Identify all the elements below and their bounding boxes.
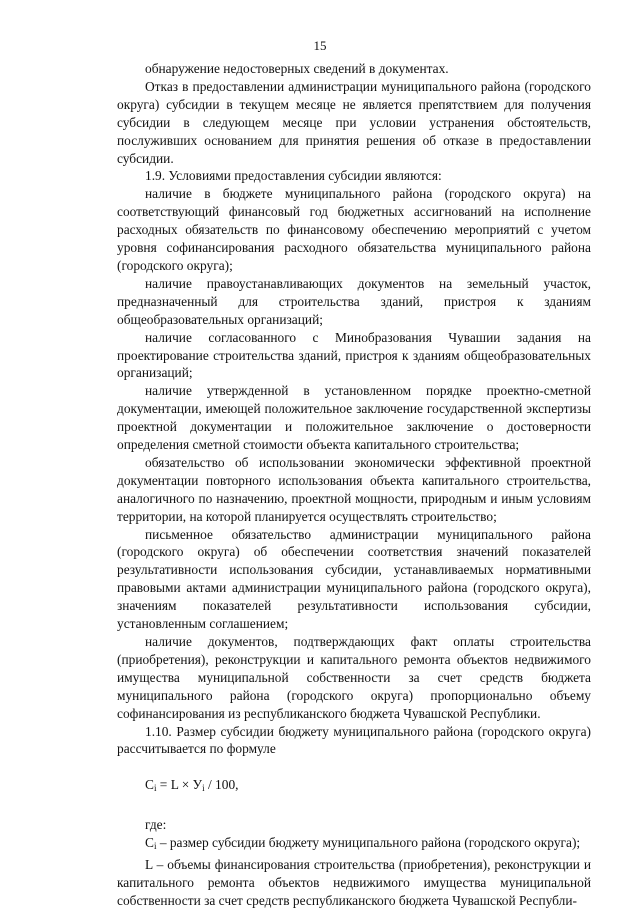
formula (117, 776, 591, 798)
formula-rhs-start: = L × У (156, 777, 203, 793)
paragraph-5: наличие согласованного с Минобразования Чувашии задания на проектирование строительства зданий, пристроя к зданиям общеобразовательных организаций; (117, 329, 591, 381)
paragraph-0: обнаружение недостоверных сведений в документах. (145, 61, 449, 76)
paragraph-2: 1.9. Условиями предоставления субсидии являются: (145, 168, 442, 184)
paragraph-9: наличие документов, подтверждающих факт оплаты строительства (приобретения), реконструкции и капитального ремонта объектов недвижимого имущества муниципальной собственности за счет средств бюджета муниципального района (городского округа) пропорционально объему софинансирования из республиканского бюджета Чувашской Республики. (117, 634, 591, 721)
definition-ci (117, 834, 591, 856)
paragraph-13: L – объемы финансирования строительства (приобретения), реконструкции и капитального ремонта объектов недвижимого имущества муниципальной собственности за счет средств республиканского бюджета Чувашской Республи- (117, 857, 591, 908)
paragraph-4: наличие правоустанавливающих документов на земельный участок, предназначенный для строительства зданий, пристроя к зданиям общеобразовательных организаций; (117, 275, 591, 327)
formula-lhs-sub: i (153, 783, 157, 794)
paragraph-6: наличие утвержденной в установленном порядке проектно-сметной документации, имеющей положительное заключение государственной экспертизы проектной документации и положительное заключение о достоверности определения сметной стоимости объекта капитального строительства; (117, 383, 591, 453)
formula-lhs: C (145, 777, 154, 793)
document-body (117, 60, 591, 910)
page-number: 15 (313, 38, 327, 53)
paragraph-8: письменное обязательство администрации муниципального района (городского округа) об обеспечении соответствия значений показателей результативности использования субсидии, устанавливаемых нормативными правовыми актами администрации муниципального района (городского округа), значениям показателей результативности использования субсидии, установленным соглашением; (117, 526, 591, 632)
definition-ci-symbol: C (145, 835, 154, 851)
definition-ci-text: – размер субсидии бюджету муниципального района (городского округа); (159, 835, 581, 851)
formula-rhs-end: / 100, (204, 777, 239, 793)
formula-rhs-sub: i (202, 783, 205, 794)
paragraph-7: обязательство об использовании экономически эффективной проектной документации повторного использования объекта капитального строительства, аналогичного по назначению, проектной мощности, природным и иным условиям территории, на которой планируется осуществлять строительство; (117, 454, 591, 524)
paragraph-10: 1.10. Размер субсидии бюджету муниципального района (городского округа) рассчитывается по формуле (117, 723, 591, 757)
paragraph-1: Отказ в предоставлении администрации муниципального района (городского округа) субсидии в текущем месяце не является препятствием для получения субсидии в следующем месяце при условии устранения обстоятельств, послуживших основанием для принятия решения об отказе в предоставлении субсидии. (117, 78, 591, 166)
where-label: где: (145, 817, 167, 833)
definition-ci-sub: i (153, 841, 157, 852)
paragraph-3: наличие в бюджете муниципального района (городского округа) на соответствующий финансовый год бюджетных ассигнований на исполнение расходных обязательств по финансовому обеспечению мероприятий с учетом уровня софинансирования расходного обязательства муниципального района (городского округа); (117, 186, 591, 273)
